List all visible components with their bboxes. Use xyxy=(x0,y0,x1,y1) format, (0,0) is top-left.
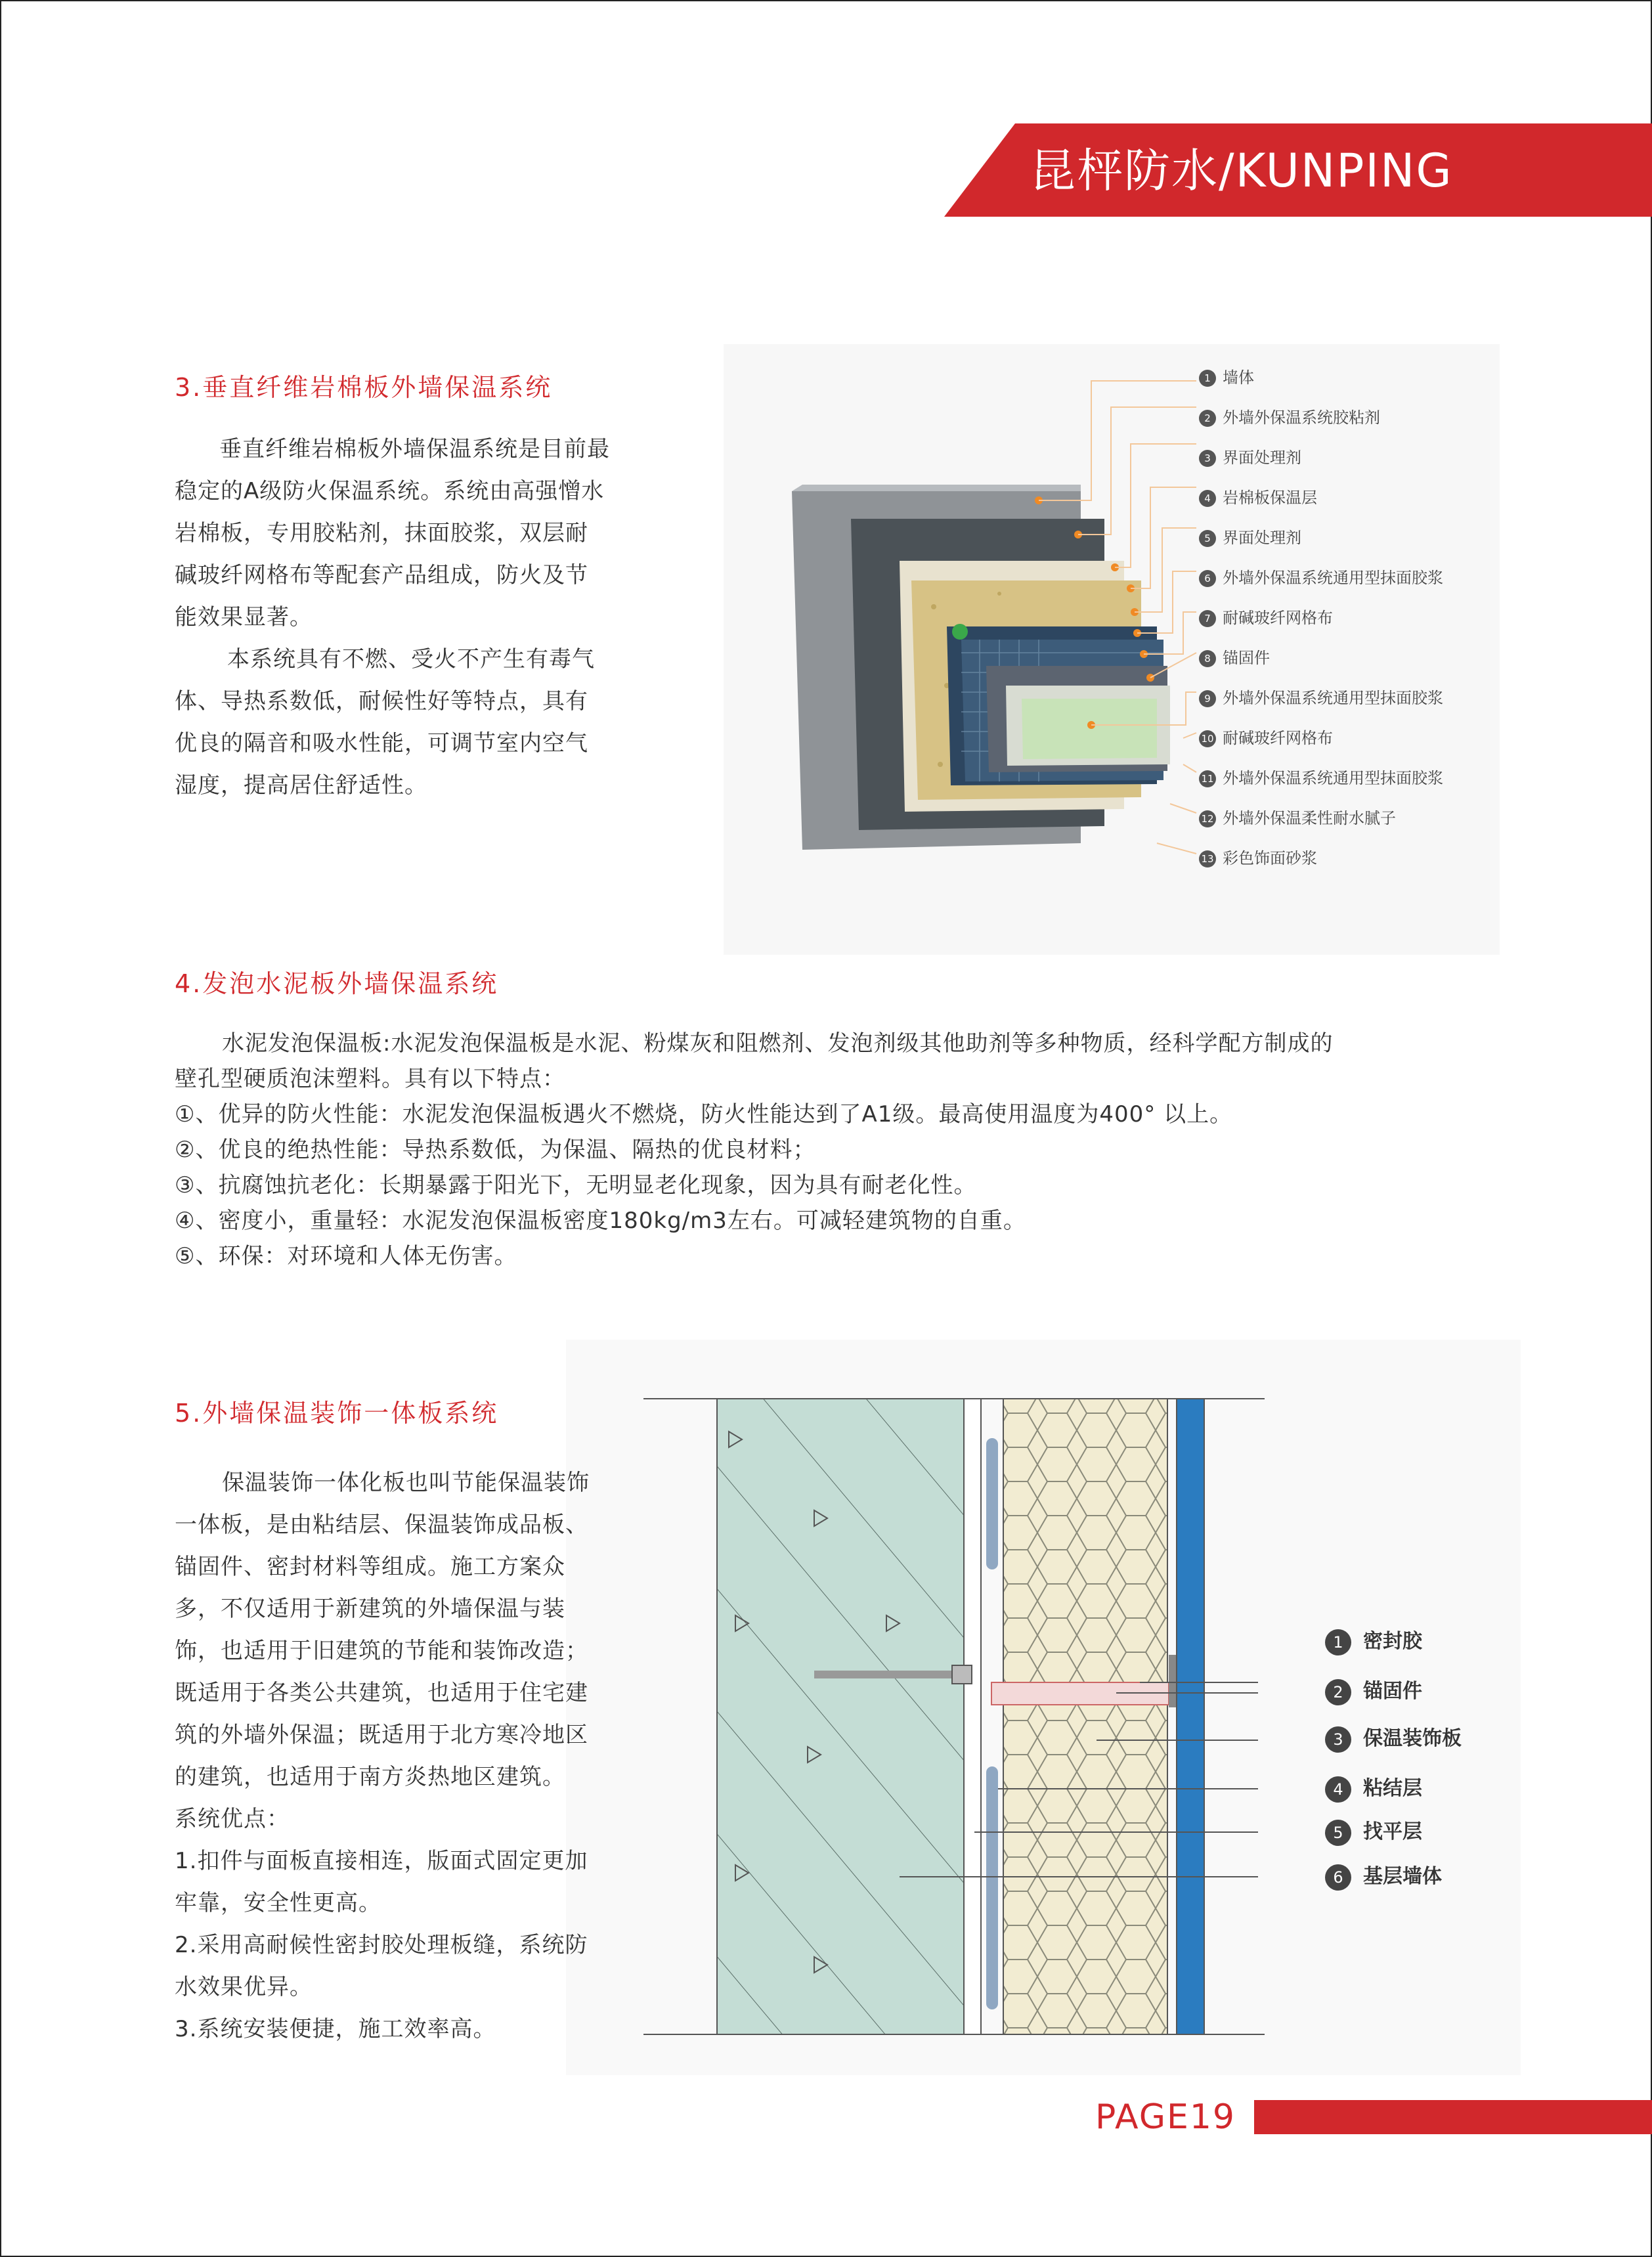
legend-item: 10 耐碱玻纤网格布 xyxy=(1199,727,1333,749)
section5-line: 1.扣件与面板直接相连，版面式固定更加 xyxy=(175,1848,588,1874)
section5-body xyxy=(175,1462,590,2050)
section3-body xyxy=(175,428,610,806)
brand-title: 昆枰防水/KUNPING xyxy=(1030,144,1453,198)
legend-item: 8 锚固件 xyxy=(1199,647,1270,669)
section3-line: 垂直纤维岩棉板外墙保温系统是目前最 xyxy=(219,436,610,462)
section5-line: 一体板，是由粘结层、保温装饰成品板、 xyxy=(175,1512,588,1538)
legend-item: 11 外墙外保温系统通用型抹面胶浆 xyxy=(1199,767,1443,789)
section4-line: 壁孔型硬质泡沫塑料。具有以下特点： xyxy=(175,1066,565,1092)
page-number: PAGE19 xyxy=(1095,2097,1236,2137)
section5-line: 多，不仅适用于新建筑的外墙保温与装 xyxy=(175,1596,565,1622)
cross-section-illustration xyxy=(643,1379,1274,2055)
legend-item: 7 耐碱玻纤网格布 xyxy=(1199,607,1333,629)
section4-line: ⑤、环保：对环境和人体无伤害。 xyxy=(175,1243,517,1269)
footer-bar xyxy=(1254,2100,1652,2134)
section4-line: ④、密度小，重量轻：水泥发泡保温板密度180kg/m3左右。可减轻建筑物的自重。 xyxy=(175,1208,1026,1234)
section5-line: 饰，也适用于旧建筑的节能和装饰改造； xyxy=(175,1638,588,1664)
legend-item: 3 保温装饰板 xyxy=(1325,1724,1462,1753)
legend-item: 13 彩色饰面砂浆 xyxy=(1199,847,1317,869)
legend-item: 4 粘结层 xyxy=(1325,1774,1422,1803)
legend-item: 5 找平层 xyxy=(1325,1818,1422,1847)
legend-item: 4 岩棉板保温层 xyxy=(1199,487,1317,509)
section4-line: ①、优异的防火性能：水泥发泡保温板遇火不燃烧，防火性能达到了A1级。最高使用温度为400° 以上。 xyxy=(175,1101,1233,1128)
section3-line: 岩棉板，专用胶粘剂，抹面胶浆，双层耐 xyxy=(175,520,588,546)
section3-title: 3.垂直纤维岩棉板外墙保温系统 xyxy=(175,373,553,402)
section4-title: 4.发泡水泥板外墙保温系统 xyxy=(175,969,499,998)
layer-illustration xyxy=(724,344,1500,955)
section5-line: 保温装饰一体化板也叫节能保温装饰 xyxy=(222,1470,590,1496)
legend-item: 6 基层墙体 xyxy=(1325,1862,1442,1891)
section4-line: ③、抗腐蚀抗老化：长期暴露于阳光下，无明显老化现象，因为具有耐老化性。 xyxy=(175,1172,977,1198)
section5-line: 3.系统安装便捷，施工效率高。 xyxy=(175,2016,496,2042)
legend-item: 2 锚固件 xyxy=(1325,1677,1422,1706)
legend-item: 5 界面处理剂 xyxy=(1199,527,1301,549)
legend-item: 1 密封胶 xyxy=(1325,1627,1422,1656)
section3-line: 本系统具有不燃、受火不产生有毒气 xyxy=(227,646,595,672)
section5-line: 2.采用高耐候性密封胶处理板缝，系统防 xyxy=(175,1932,588,1958)
section5-title: 5.外墙保温装饰一体板系统 xyxy=(175,1399,499,1428)
section4-line: 水泥发泡保温板:水泥发泡保温板是水泥、粉煤灰和阻燃剂、发泡剂级其他助剂等多种物质，经科学配方制成的 xyxy=(222,1030,1334,1057)
section3-line: 能效果显著。 xyxy=(175,604,313,630)
legend-item: 1 墙体 xyxy=(1199,366,1254,389)
section3-line: 稳定的A级防火保温系统。系统由高强憎水 xyxy=(175,478,605,504)
section3-line: 湿度，提高居住舒适性。 xyxy=(175,772,427,799)
legend-item: 3 界面处理剂 xyxy=(1199,447,1301,469)
section5-line: 既适用于各类公共建筑，也适用于住宅建 xyxy=(175,1680,588,1706)
section5-line: 系统优点： xyxy=(175,1806,290,1832)
section5-line: 筑的外墙外保温；既适用于北方寒冷地区 xyxy=(175,1722,588,1748)
section5-line: 水效果优异。 xyxy=(175,1974,313,2000)
legend-item: 9 外墙外保温系统通用型抹面胶浆 xyxy=(1199,687,1443,709)
section4-line: ②、优良的绝热性能：导热系数低，为保温、隔热的优良材料； xyxy=(175,1137,816,1163)
section5-line: 牢靠，安全性更高。 xyxy=(175,1890,381,1916)
legend-item: 12 外墙外保温柔性耐水腻子 xyxy=(1199,807,1396,829)
section3-line: 优良的隔音和吸水性能，可调节室内空气 xyxy=(175,730,588,756)
legend-item: 2 外墙外保温系统胶粘剂 xyxy=(1199,406,1380,429)
section5-line: 的建筑，也适用于南方炎热地区建筑。 xyxy=(175,1764,565,1790)
section4-body xyxy=(175,1026,1333,1274)
section5-line: 锚固件、密封材料等组成。施工方案众 xyxy=(175,1554,565,1580)
section3-line: 体、导热系数低，耐候性好等特点，具有 xyxy=(175,688,588,714)
section3-line: 碱玻纤网格布等配套产品组成，防火及节 xyxy=(175,562,588,588)
legend-item: 6 外墙外保温系统通用型抹面胶浆 xyxy=(1199,567,1443,589)
